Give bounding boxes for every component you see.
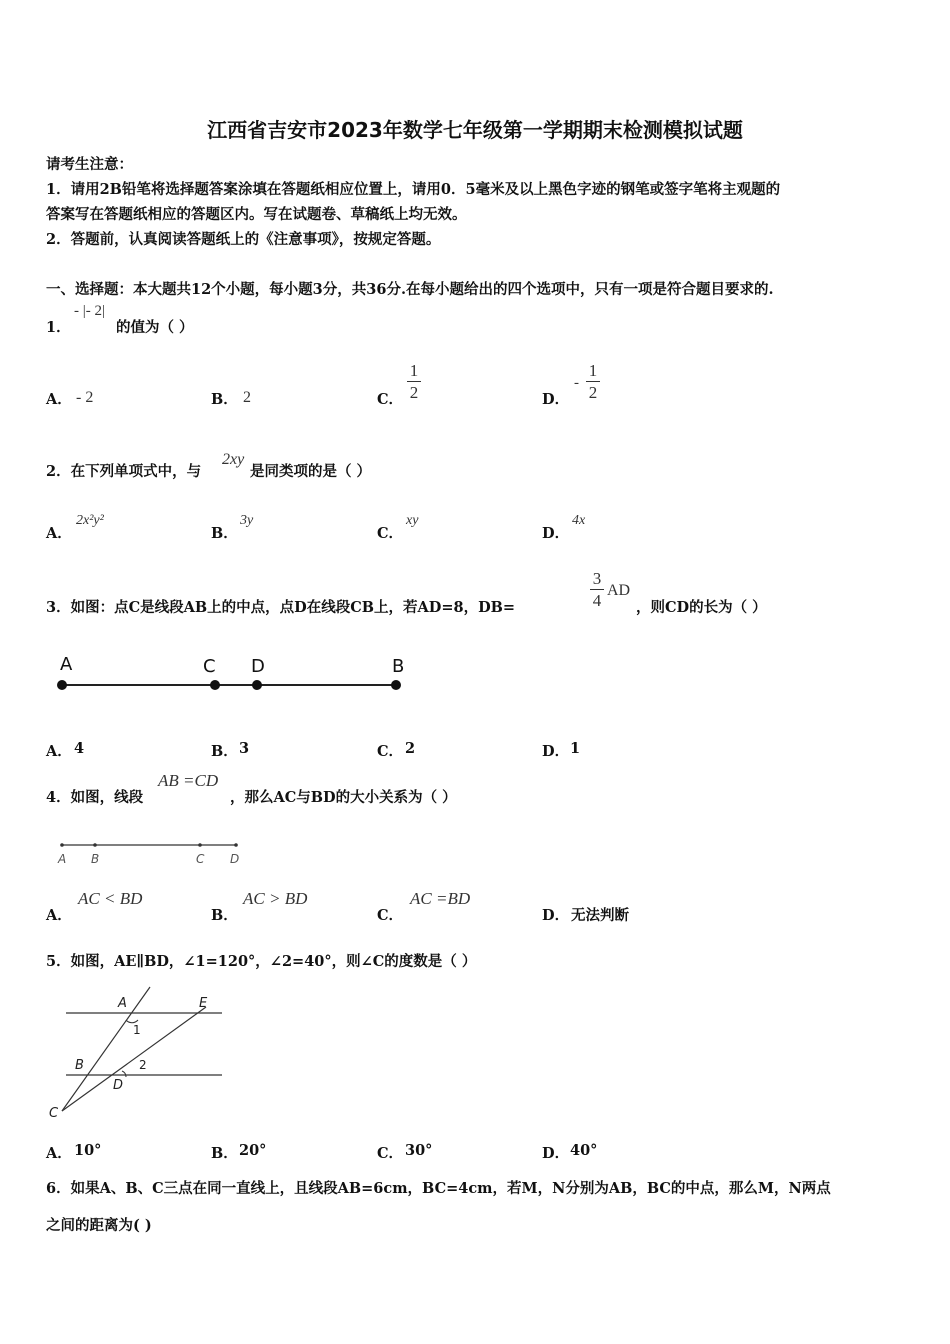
q3-option-a-label: A． (46, 743, 72, 760)
q5-option-d-value: 40° (570, 1142, 598, 1159)
q1-expression: - |- 2| (74, 303, 105, 319)
q3-option-a-value: 4 (74, 740, 85, 757)
q4-option-d-value: 无法判断 (571, 907, 629, 924)
notice-item-2: 2．答题前，认真阅读答题纸上的《注意事项》，按规定答题。 (46, 231, 441, 248)
q5-option-a-label: A． (46, 1145, 72, 1162)
q3-segment-figure (50, 650, 420, 700)
q3-option-c-label: C． (377, 743, 404, 760)
q1-option-b-value: 2 (243, 389, 251, 406)
point-b (391, 680, 401, 690)
q2-suffix: 是同类项的是（ ） (250, 463, 372, 480)
q3-fraction-variable: AD (607, 582, 631, 599)
label-b: B (75, 1058, 84, 1073)
q1-option-a-value: - 2 (76, 389, 94, 406)
q1-option-a-label: A． (46, 391, 72, 408)
label-d: D (251, 656, 265, 677)
q2-option-b-label: B． (211, 525, 238, 542)
q3-suffix: ，则CD的长为（ ） (636, 599, 767, 616)
q1-option-c-label: C． (377, 391, 404, 408)
q4-option-a-value: AC < BD (78, 889, 143, 908)
label-b: B (91, 852, 100, 866)
line-ca (62, 987, 150, 1111)
label-a: A (118, 996, 127, 1011)
label-e: E (199, 996, 208, 1011)
q2-option-d-label: D． (542, 525, 570, 542)
angle-2-arc (122, 1071, 126, 1077)
q1-option-c-denominator: 2 (409, 383, 419, 402)
q2-option-c-value: xy (406, 513, 419, 528)
q3-option-b-value: 3 (239, 740, 250, 757)
q3-fraction-denominator: 4 (592, 591, 602, 610)
q5-text: 5．如图，AE∥BD，∠1=120°，∠2=40°，则∠C的度数是（ ） (46, 953, 477, 970)
label-d: D (113, 1078, 124, 1093)
q1-option-d-label: D． (542, 391, 570, 408)
point-a (60, 843, 64, 847)
q1-option-d-fraction (586, 362, 600, 401)
page-title: 江西省吉安市2023年数学七年级第一学期期末检测模拟试题 (207, 118, 743, 142)
fraction-bar (590, 589, 604, 590)
q6-line-1: 6．如果A、B、C三点在同一直线上，且线段AB=6cm，BC=4cm，若M，N分别为AB，BC的中点，那么M，N两点 (46, 1180, 831, 1197)
label-a: A (60, 654, 73, 675)
label-c: C (203, 656, 216, 677)
q4-expression: AB =CD (158, 771, 219, 790)
label-c: C (49, 1106, 59, 1121)
q4-segment-figure (50, 836, 250, 870)
q3-option-c-value: 2 (405, 740, 416, 757)
q3-option-d-label: D． (542, 743, 570, 760)
q4-suffix: ，那么AC与BD的大小关系为（ ） (230, 789, 457, 806)
q3-option-b-label: B． (211, 743, 238, 760)
q2-option-a-label: A． (46, 525, 72, 542)
q2-option-c-label: C． (377, 525, 404, 542)
point-c (198, 843, 202, 847)
section-heading: 一、选择题：本大题共12个小题，每小题3分，共36分.在每小题给出的四个选项中，只有一项是符合题目要求的. (46, 281, 774, 298)
q1-option-b-label: B． (211, 391, 238, 408)
q3-fraction-numerator: 3 (592, 569, 602, 588)
q4-option-c-value: AC =BD (410, 889, 471, 908)
q5-parallel-lines-figure (46, 985, 236, 1125)
q4-option-b-value: AC > BD (243, 889, 308, 908)
q3-option-d-value: 1 (570, 740, 581, 757)
q4-option-d-label: D． (542, 907, 570, 924)
q2-option-d-value: 4x (572, 513, 586, 528)
q6-line-2: 之间的距离为( ) (46, 1217, 152, 1234)
q4-prefix: 4．如图，线段 (46, 789, 144, 806)
q5-option-c-value: 30° (405, 1142, 433, 1159)
point-d (234, 843, 238, 847)
point-d (252, 680, 262, 690)
q4-option-a-label: A． (46, 907, 72, 924)
q1-option-d-denominator: 2 (588, 383, 598, 402)
notice-item-1-line-1: 1．请用2B铅笔将选择题答案涂填在答题纸相应位置上，请用0．5毫米及以上黑色字迹的钢笔或签字笔将主观题的 (46, 181, 781, 198)
q1-option-d-numerator: 1 (588, 361, 598, 380)
q1-number: 1． (46, 319, 71, 336)
q5-option-a-value: 10° (74, 1142, 102, 1159)
q2-expression: 2xy (222, 451, 245, 468)
q2-option-b-value: 3y (240, 513, 254, 528)
q2-option-a-value: 2x²y² (76, 513, 104, 528)
point-a (57, 680, 67, 690)
label-angle-1: 1 (133, 1023, 141, 1037)
point-c (210, 680, 220, 690)
q1-suffix: 的值为（ ） (116, 319, 194, 336)
notice-heading: 请考生注意： (46, 156, 133, 173)
q1-option-c-fraction (407, 362, 421, 401)
label-c: C (196, 852, 205, 866)
q3-fraction (590, 570, 604, 609)
q3-prefix: 3．如图：点C是线段AB上的中点，点D在线段CB上，若AD=8，DB= (46, 599, 516, 616)
q5-option-d-label: D． (542, 1145, 570, 1162)
q4-option-b-label: B． (211, 907, 238, 924)
label-a: A (58, 852, 67, 866)
q2-prefix: 2．在下列单项式中，与 (46, 463, 202, 480)
fraction-bar (586, 381, 600, 382)
fraction-bar (407, 381, 421, 382)
label-b: B (392, 656, 405, 677)
q5-option-c-label: C． (377, 1145, 404, 1162)
label-angle-2: 2 (139, 1058, 147, 1072)
q1-option-d-sign: - (574, 375, 579, 391)
point-b (93, 843, 97, 847)
q1-option-c-numerator: 1 (409, 361, 419, 380)
q4-option-c-label: C． (377, 907, 404, 924)
label-d: D (230, 852, 240, 866)
q5-option-b-value: 20° (239, 1142, 267, 1159)
notice-item-1-line-2: 答案写在答题纸相应的答题区内。写在试题卷、草稿纸上均无效。 (46, 206, 467, 223)
q5-option-b-label: B． (211, 1145, 238, 1162)
